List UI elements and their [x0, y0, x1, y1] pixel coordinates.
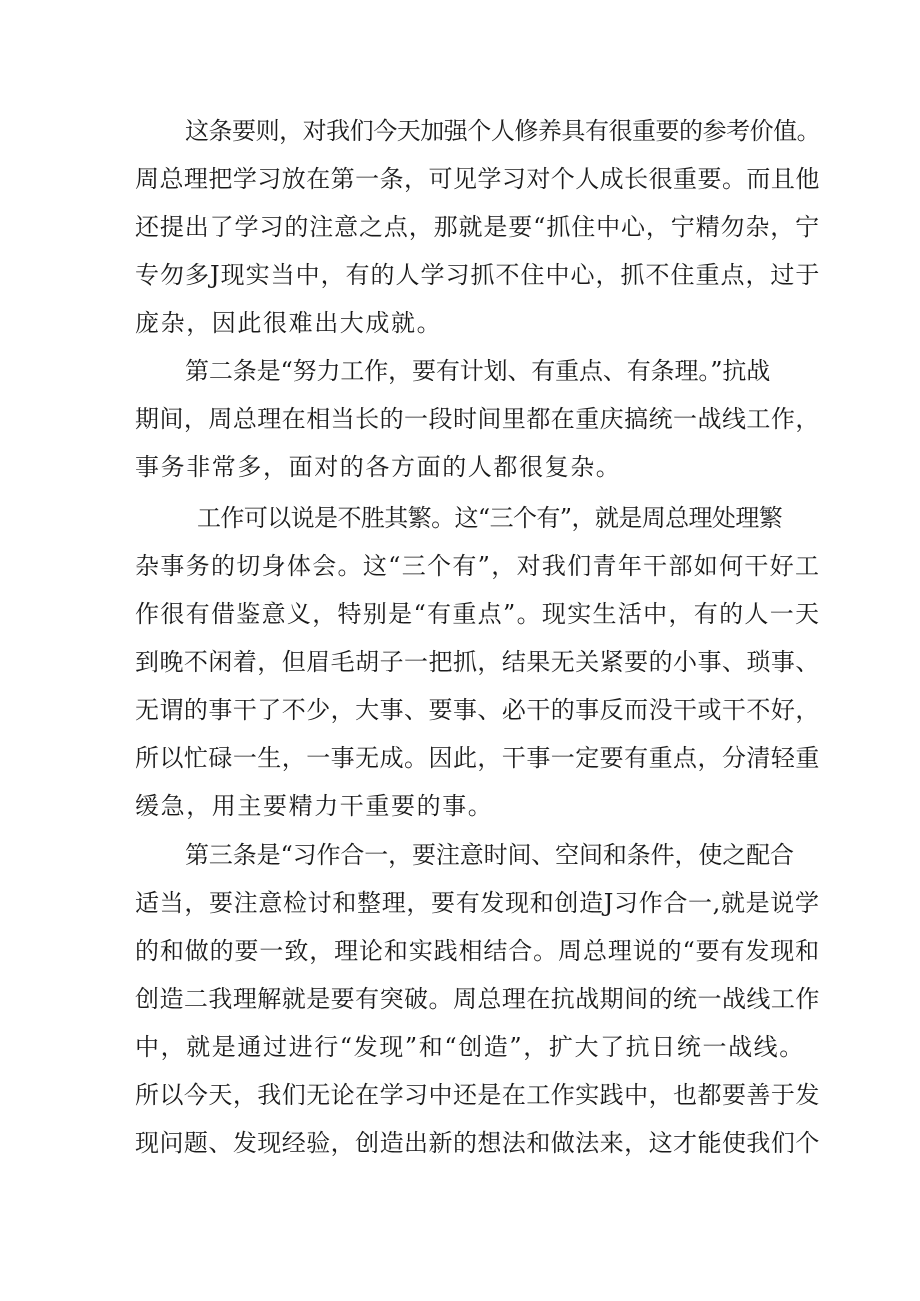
text-line: 无谓的事干了不少，大事、要事、必干的事反而没干或干不好，	[135, 696, 820, 724]
text-line: 这条要则，对我们今天加强个人修养具有很重要的参考价值。	[185, 117, 821, 145]
text-line: 到晚不闲着，但眉毛胡子一把抓，结果无关紧要的小事、琐事、	[135, 648, 820, 676]
text-line: 缓急，用主要精力干重要的事。	[135, 792, 494, 820]
text-line: 中，就是通过进行“发现”和“创造”，扩大了抗日统一战线。	[135, 1033, 805, 1061]
text-line: 期间，周总理在相当长的一段时间里都在重庆搞统一战线工作，	[135, 405, 820, 433]
text-line: 工作可以说是不胜其繁。这“三个有”，就是周总理处理繁	[197, 504, 783, 532]
text-line: 第二条是“努力工作，要有计划、有重点、有条理。”抗战	[185, 357, 771, 385]
text-line: 的和做的要一致，理论和实践相结合。周总理说的“要有发现和	[135, 937, 821, 965]
text-line: 所以今天，我们无论在学习中还是在工作实践中，也都要善于发	[135, 1081, 820, 1109]
text-line: 还提出了学习的注意之点，那就是要“抓住中心，宁精勿杂，宁	[135, 213, 821, 241]
text-line: 周总理把学习放在第一条，可见学习对个人成长很重要。而且他	[135, 165, 820, 193]
text-line: 所以忙碌一生，一事无成。因此，干事一定要有重点，分清轻重	[135, 744, 820, 772]
text-line: 现问题、发现经验，创造出新的想法和做法来，这才能使我们个	[135, 1129, 820, 1157]
text-line: 创造二我理解就是要有突破。周总理在抗战期间的统一战线工作	[135, 985, 820, 1013]
text-line: 专勿多J现实当中，有的人学习抓不住中心，抓不住重点，过于	[135, 261, 821, 289]
text-line: 事务非常多，面对的各方面的人都很复杂。	[135, 453, 622, 481]
text-line: 作很有借鉴意义，特别是“有重点”。现实生活中，有的人一天	[135, 600, 821, 628]
text-line: 第三条是“习作合一，要注意时间、空间和条件，使之配合	[185, 841, 794, 869]
text-line: 杂事务的切身体会。这“三个有”，对我们青年干部如何干好工	[135, 552, 821, 580]
text-line: 庞杂，因此很难出大成就。	[135, 309, 443, 337]
text-line: 适当，要注意检讨和整理，要有发现和创造J习作合一,就是说学	[135, 889, 820, 917]
